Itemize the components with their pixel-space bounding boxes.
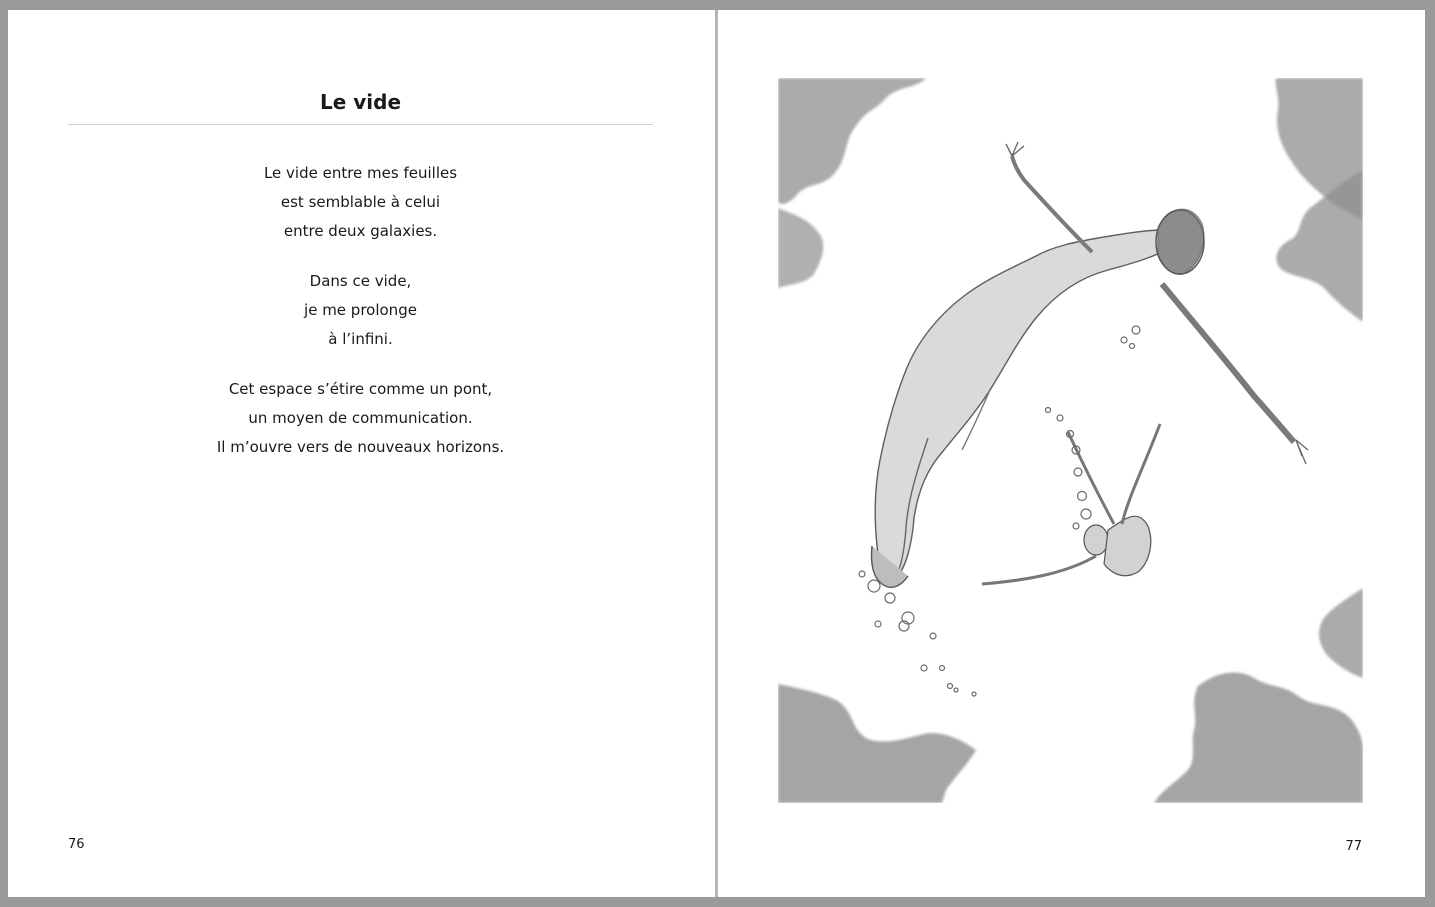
poem-line: est semblable à celui (280, 193, 441, 211)
poem-line: entre deux galaxies. (283, 222, 438, 240)
page-number-right: 77 (1345, 839, 1362, 854)
poem-line: à l’infini. (328, 330, 393, 348)
stanza-1 (68, 159, 653, 246)
foliage-bottom-left (778, 684, 976, 803)
foliage-bottom-right (1154, 672, 1363, 803)
poem-line: Il m’ouvre vers de nouveaux horizons. (216, 438, 505, 456)
foliage-left-mid (778, 208, 823, 288)
foliage-right-mid (1276, 170, 1363, 322)
poem-line: Dans ce vide, (309, 272, 412, 290)
illustration (778, 78, 1363, 803)
left-page (8, 10, 715, 897)
diver-figure-large (871, 142, 1308, 587)
stanza-2 (68, 267, 653, 354)
foliage-top-left (778, 78, 926, 204)
poem-title: Le vide (319, 90, 402, 114)
poem-line: je me prolonge (304, 301, 417, 319)
poem-line: Le vide entre mes feuilles (263, 164, 458, 182)
page-number-left: 76 (68, 837, 85, 852)
title-divider (68, 124, 653, 125)
poem-line: un moyen de communication. (248, 409, 473, 427)
diver-figure-small (982, 424, 1160, 584)
foliage-right-low (1319, 588, 1363, 678)
poem-line: Cet espace s’étire comme un pont, (228, 380, 493, 398)
stanza-3 (68, 375, 653, 462)
right-page (718, 10, 1425, 897)
poem-body (68, 159, 653, 483)
